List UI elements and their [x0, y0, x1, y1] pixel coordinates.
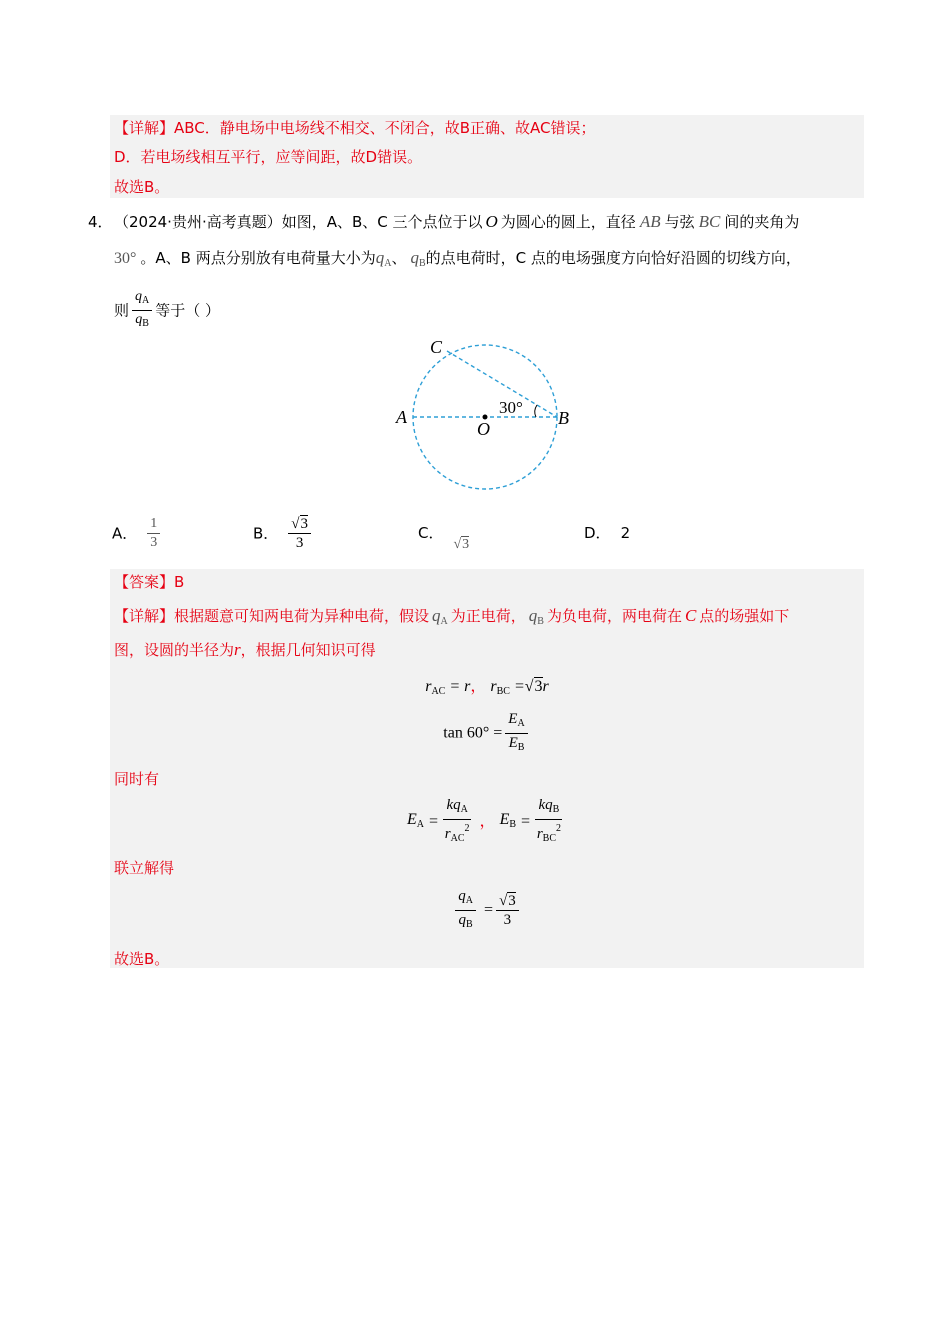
option-c-value: √3 — [453, 537, 470, 552]
equation-4: $\frac{q_A}{q_B}$ = $\frac{√3}{3}$ — [110, 886, 864, 935]
option-a-fraction: $\frac{1}{3}$ — [147, 515, 160, 552]
circle-figure — [388, 335, 588, 505]
detail-r: r — [234, 640, 241, 659]
question-source: （2024·贵州·高考真题）如图， — [114, 213, 327, 231]
charge-qa: $q_A$ — [375, 248, 392, 269]
final-choice: 故选B。 — [114, 950, 170, 968]
prev-explain-line1: 【详解】ABC．静电场中电场线不相交、不闭合，故B正确、故AC错误； — [114, 119, 596, 137]
question-deng: 等于（ ） — [155, 301, 221, 320]
prev-explain-line2: D．若电场线相互平行，应等间距，故D错误。 — [114, 148, 423, 166]
option-d[interactable] — [584, 512, 630, 554]
option-d-label: D． — [584, 524, 611, 542]
question-line2 — [114, 247, 801, 275]
diameter-ab: AB — [639, 212, 661, 231]
tongshi-text: 同时有 — [114, 770, 160, 788]
chord-bc: BC — [698, 212, 721, 231]
option-b-fraction: $\frac{√3}{3}$ — [288, 515, 311, 552]
charge-qb: $q_B$ — [410, 248, 426, 269]
option-a-label: A． — [112, 524, 138, 543]
label-o: O — [477, 419, 490, 439]
detail-point-c: C — [684, 606, 697, 625]
answer-label: 【答案】B — [114, 573, 185, 591]
option-c-label: C． — [418, 524, 444, 542]
prev-explanation-block — [110, 115, 864, 198]
option-c[interactable] — [418, 512, 469, 556]
option-b-label: B． — [253, 524, 279, 543]
detail-qb: $q_B$ — [528, 606, 544, 627]
question-text2: 为圆心的圆上，直径 — [500, 213, 636, 231]
question-ze: 则 — [114, 301, 130, 320]
answer-detail-line2: 图，设圆的半径为r，根据几何知识可得 — [114, 640, 376, 659]
question-number: 4． — [88, 213, 113, 231]
option-a[interactable] — [112, 512, 163, 555]
label-a: A — [396, 407, 407, 427]
question-sep: 、 — [391, 249, 407, 267]
label-angle: 30° — [499, 398, 523, 417]
option-d-value: 2 — [620, 524, 631, 542]
question-text1: A、B、C 三个点位于以 — [326, 213, 483, 231]
equation-3: $E_A$ = $\frac{kq_A}{r_{AC}^2}$ ， $E_B$ = $\frac{kq_B}{r_{BC}^2}$ — [406, 797, 561, 844]
question-line3 — [114, 288, 220, 333]
angle-arc — [535, 405, 537, 417]
lianli-text: 联立解得 — [114, 859, 175, 877]
question-line1 — [114, 211, 799, 233]
point-o: O — [485, 212, 498, 231]
question-fraction: $\frac{q_A}{q_B}$ — [132, 288, 152, 333]
label-c: C — [430, 337, 443, 357]
equation-1: $r_{AC} = r$， $r_{BC} =√3r$ — [425, 678, 549, 697]
answer-detail-line1: 【详解】根据题意可知两电荷为异种电荷，假设 $q_A$ 为正电荷， $q_B$ 为负电荷，两电荷在 C 点的场强如下 — [114, 606, 790, 627]
question-text6: 的点电荷时，C 点的电场强度方向恰好沿圆的切线方向， — [425, 249, 801, 267]
prev-explain-line3: 故选B。 — [114, 178, 170, 196]
equation-2: tan 60° = $\frac{E_A}{E_B}$ — [110, 710, 864, 757]
angle-30: 30° — [114, 250, 137, 267]
option-b[interactable] — [253, 512, 314, 555]
question-text3: 与弦 — [664, 213, 695, 231]
question-text4: 间的夹角为 — [724, 213, 800, 231]
label-b: B — [558, 408, 569, 428]
question-text5: 。A、B 两点分别放有电荷量大小为 — [140, 249, 376, 267]
detail-qa: $q_A$ — [432, 606, 448, 627]
